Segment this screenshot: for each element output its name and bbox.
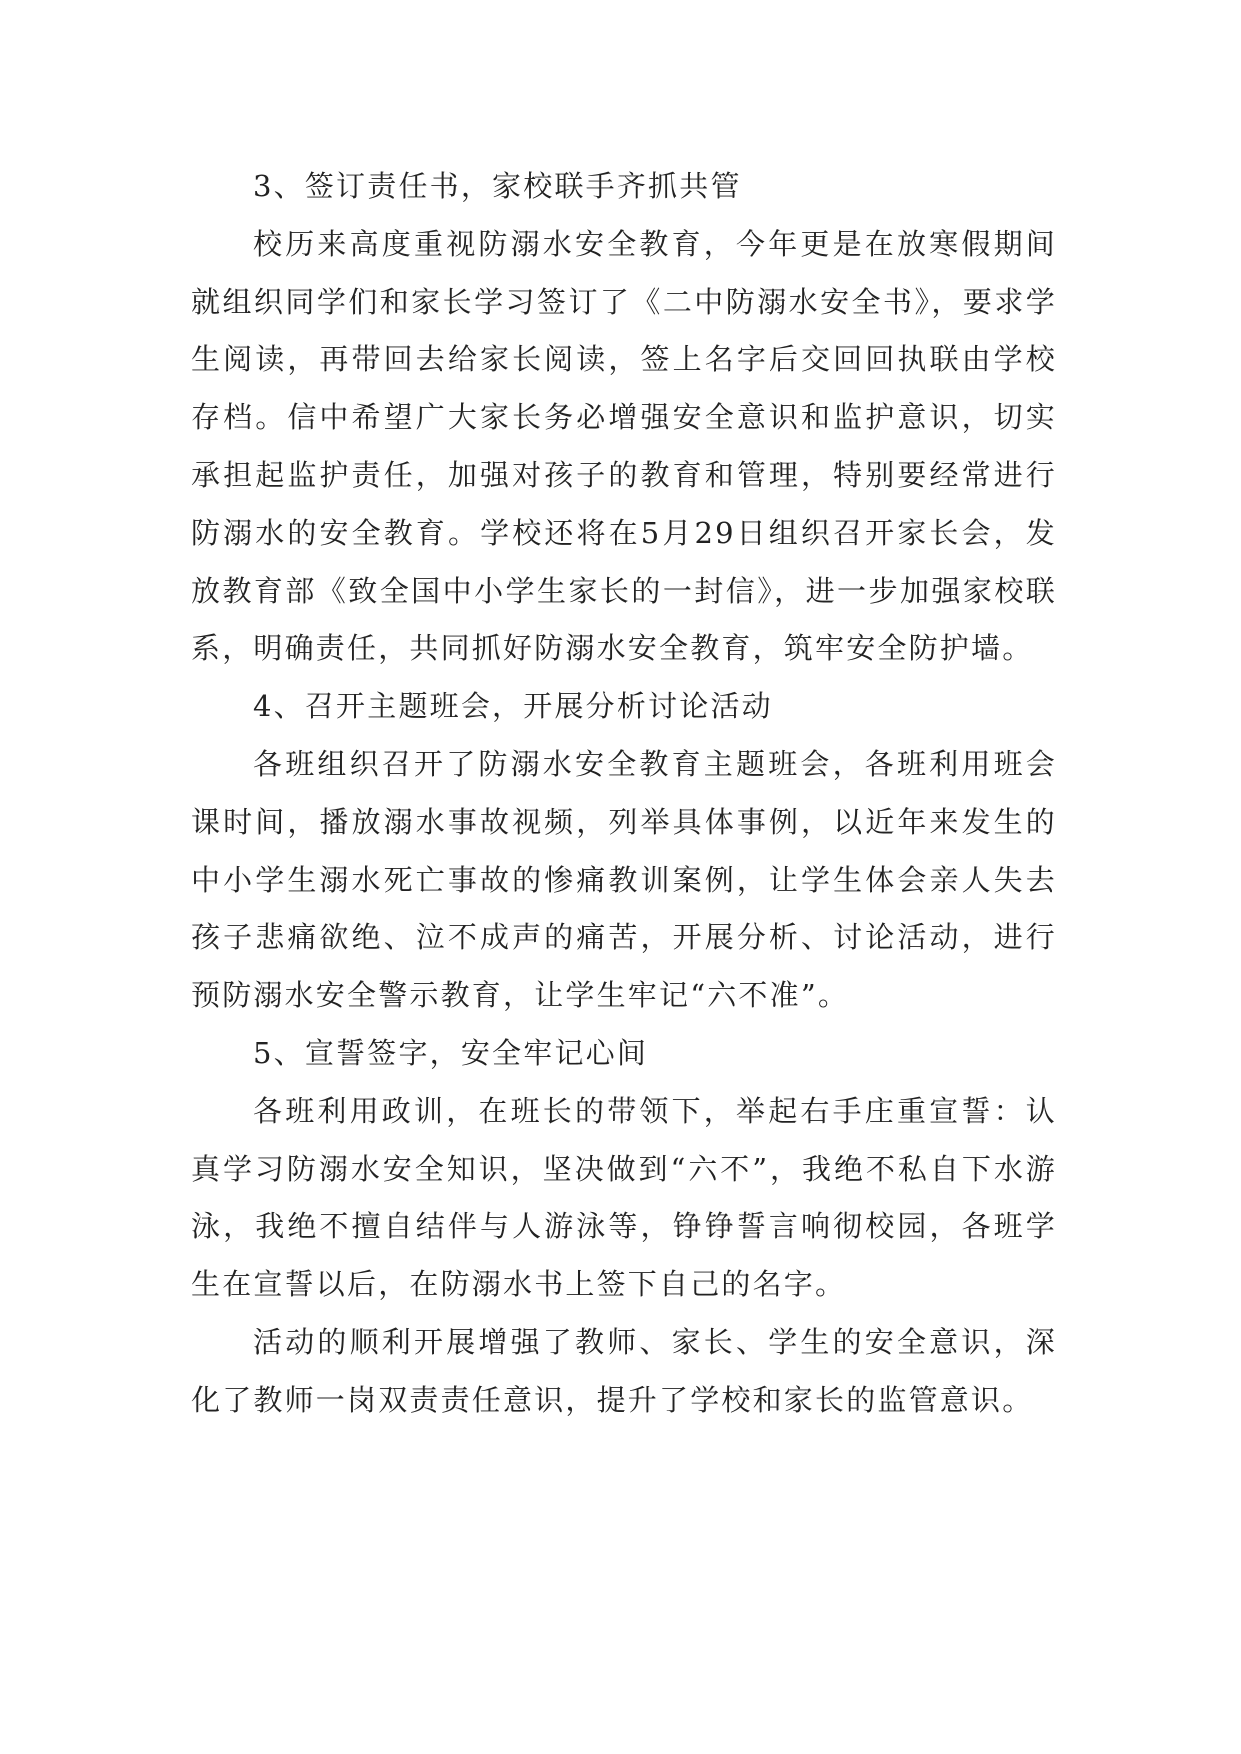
section-5-paragraph: 各班利用政训，在班长的带领下，举起右手庄重宣誓：认真学习防溺水安全知识，坚决做到“六不”，我绝不私自下水游泳，我绝不擅自结伴与人游泳等，铮铮誓言响彻校园，各班学生在宣誓以后，在防溺水书上签下自己的名字。 — [191, 1093, 1057, 1302]
document-body — [191, 158, 1057, 1430]
section-4-heading: 4、召开主题班会，开展分析讨论活动 — [253, 689, 773, 724]
section-3-heading: 3、签订责任书，家校联手齐抓共管 — [253, 169, 742, 203]
section-4-paragraph: 各班组织召开了防溺水安全教育主题班会，各班利用班会课时间，播放溺水事故视频，列举具体事例，以近年来发生的中小学生溺水死亡事故的惨痛教训案例，让学生体会亲人失去孩子悲痛欲绝、泣不成声的痛苦，开展分析、讨论活动，进行预防溺水安全警示教育，让学生牢记“六不准”。 — [191, 746, 1057, 1013]
section-5-heading: 5、宣誓签字，安全牢记心间 — [253, 1035, 649, 1070]
section-3-paragraph: 校历来高度重视防溺水安全教育，今年更是在放寒假期间就组织同学们和家长学习签订了《二中防溺水安全书》，要求学生阅读，再带回去给家长阅读，签上名字后交回回执联由学校存档。信中希望广大家长务必增强安全意识和监护意识，切实承担起监护责任，加强对孩子的教育和管理，特别要经常进行防溺水的安全教育。学校还将在5月29日组织召开家长会，发放教育部《致全国中小学生家长的一封信》，进一步加强家校联系，明确责任，共同抓好防溺水安全教育，筑牢安全防护墙。 — [191, 226, 1057, 666]
conclusion-paragraph: 活动的顺利开展增强了教师、家长、学生的安全意识，深化了教师一岗双责责任意识，提升了学校和家长的监管意识。 — [191, 1324, 1057, 1417]
